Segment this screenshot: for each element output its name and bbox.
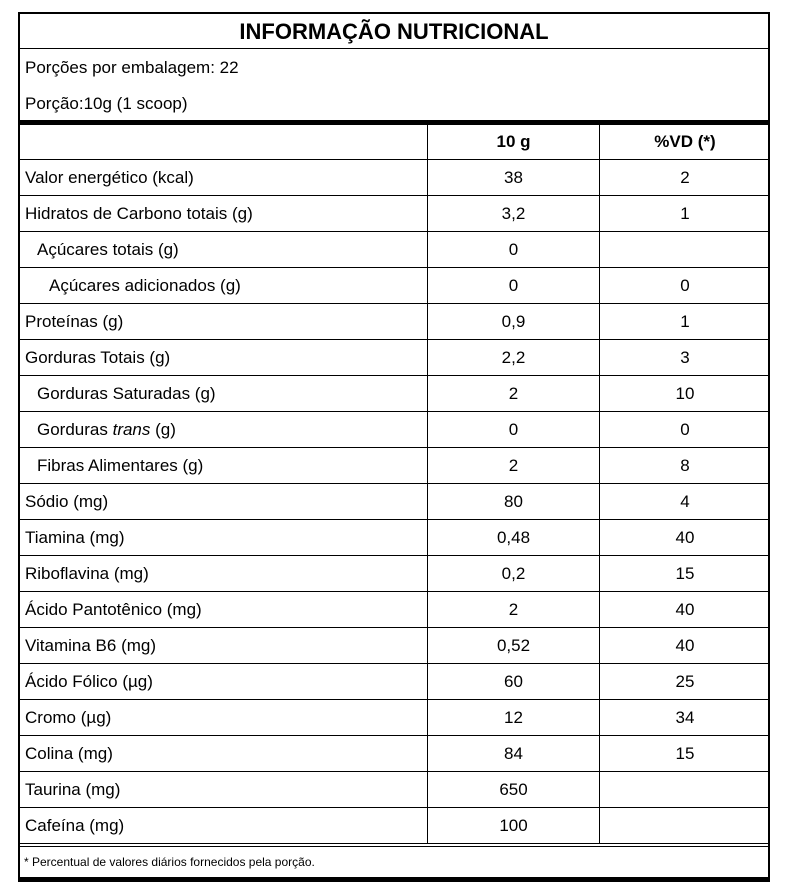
nutrient-name: Cafeína (mg) bbox=[25, 815, 125, 835]
nutrient-vd: 2 bbox=[599, 160, 770, 195]
nutrient-name: Cromo (µg) bbox=[25, 707, 112, 727]
table-row bbox=[20, 196, 768, 232]
nutrient-qty: 0,9 bbox=[427, 304, 599, 339]
nutrient-vd: 0 bbox=[599, 268, 770, 303]
table-row bbox=[20, 160, 768, 196]
header-name-cell bbox=[20, 125, 427, 159]
nutrient-vd: 40 bbox=[599, 520, 770, 555]
table-row bbox=[20, 376, 768, 412]
nutrient-vd: 8 bbox=[599, 448, 770, 483]
footnote: * Percentual de valores diários fornecidos pela porção. bbox=[20, 846, 768, 882]
nutrient-vd: 4 bbox=[599, 484, 770, 519]
nutrient-qty: 2 bbox=[427, 592, 599, 627]
bottom-rule bbox=[20, 877, 768, 880]
nutrient-name: Hidratos de Carbono totais (g) bbox=[25, 203, 253, 223]
nutrient-name-suffix: (g) bbox=[150, 419, 176, 439]
nutrient-name: Valor energético (kcal) bbox=[25, 167, 194, 187]
nutrient-qty: 650 bbox=[427, 772, 599, 807]
nutrient-qty: 12 bbox=[427, 700, 599, 735]
nutrient-qty: 0 bbox=[427, 268, 599, 303]
table-header-row bbox=[20, 125, 768, 160]
nutrient-qty: 0,2 bbox=[427, 556, 599, 591]
nutrient-qty: 0 bbox=[427, 232, 599, 267]
nutrient-qty: 84 bbox=[427, 736, 599, 771]
table-row bbox=[20, 412, 768, 448]
nutrient-vd: 15 bbox=[599, 736, 770, 771]
table-row bbox=[20, 268, 768, 304]
nutrient-vd: 25 bbox=[599, 664, 770, 699]
nutrient-vd: 40 bbox=[599, 592, 770, 627]
nutrient-qty: 0,52 bbox=[427, 628, 599, 663]
nutrient-name: Vitamina B6 (mg) bbox=[25, 635, 157, 655]
nutrient-name: Riboflavina (mg) bbox=[25, 563, 149, 583]
nutrient-name: Ácido Fólico (µg) bbox=[25, 671, 153, 691]
nutrient-qty: 0,48 bbox=[427, 520, 599, 555]
table-row bbox=[20, 628, 768, 664]
nutrient-name: Açúcares totais (g) bbox=[37, 239, 179, 259]
nutrient-qty: 2 bbox=[427, 448, 599, 483]
nutrient-qty: 2,2 bbox=[427, 340, 599, 375]
table-row bbox=[20, 520, 768, 556]
header-vd-cell: %VD (*) bbox=[599, 125, 770, 159]
table-row bbox=[20, 340, 768, 376]
nutrient-qty: 100 bbox=[427, 808, 599, 843]
table-row bbox=[20, 232, 768, 268]
nutrient-name: Taurina (mg) bbox=[25, 779, 121, 799]
nutrient-name: Tiamina (mg) bbox=[25, 527, 125, 547]
table-row bbox=[20, 448, 768, 484]
nutrient-vd: 10 bbox=[599, 376, 770, 411]
nutrient-name: Açúcares adicionados (g) bbox=[49, 275, 241, 295]
table-row bbox=[20, 736, 768, 772]
nutrient-name: Gorduras Saturadas (g) bbox=[37, 383, 216, 403]
table-row bbox=[20, 484, 768, 520]
nutrient-qty: 3,2 bbox=[427, 196, 599, 231]
servings-per-package: Porções por embalagem: 22 bbox=[25, 58, 239, 77]
nutrient-name: Colina (mg) bbox=[25, 743, 113, 763]
nutrient-name-italic: trans bbox=[112, 419, 151, 439]
nutrient-qty: 2 bbox=[427, 376, 599, 411]
nutrient-vd: 40 bbox=[599, 628, 770, 663]
nutrient-name: Ácido Pantotênico (mg) bbox=[25, 599, 202, 619]
nutrient-qty: 38 bbox=[427, 160, 599, 195]
nutrient-vd: 15 bbox=[599, 556, 770, 591]
nutrient-vd bbox=[599, 232, 770, 267]
table-row bbox=[20, 808, 768, 844]
table-row bbox=[20, 592, 768, 628]
nutrition-facts-label bbox=[18, 12, 770, 882]
nutrient-vd: 0 bbox=[599, 412, 770, 447]
table-row bbox=[20, 304, 768, 340]
nutrient-name-prefix: Gorduras bbox=[37, 419, 113, 439]
nutrient-table bbox=[20, 125, 768, 844]
serving-size: Porção:10g (1 scoop) bbox=[25, 94, 188, 113]
table-row bbox=[20, 700, 768, 736]
label-title: INFORMAÇÃO NUTRICIONAL bbox=[20, 14, 768, 49]
table-row bbox=[20, 664, 768, 700]
nutrient-qty: 60 bbox=[427, 664, 599, 699]
nutrient-vd bbox=[599, 808, 770, 843]
nutrient-vd: 3 bbox=[599, 340, 770, 375]
nutrient-name bbox=[20, 412, 427, 447]
table-row bbox=[20, 772, 768, 808]
nutrient-name: Gorduras Totais (g) bbox=[25, 347, 171, 367]
nutrient-qty: 0 bbox=[427, 412, 599, 447]
nutrient-vd: 34 bbox=[599, 700, 770, 735]
nutrient-vd: 1 bbox=[599, 304, 770, 339]
nutrient-qty: 80 bbox=[427, 484, 599, 519]
nutrient-name: Fibras Alimentares (g) bbox=[37, 455, 204, 475]
nutrient-vd bbox=[599, 772, 770, 807]
nutrient-name: Sódio (mg) bbox=[25, 491, 109, 511]
table-row bbox=[20, 556, 768, 592]
header-qty-cell: 10 g bbox=[427, 125, 599, 159]
nutrient-vd: 1 bbox=[599, 196, 770, 231]
nutrient-name: Proteínas (g) bbox=[25, 311, 124, 331]
